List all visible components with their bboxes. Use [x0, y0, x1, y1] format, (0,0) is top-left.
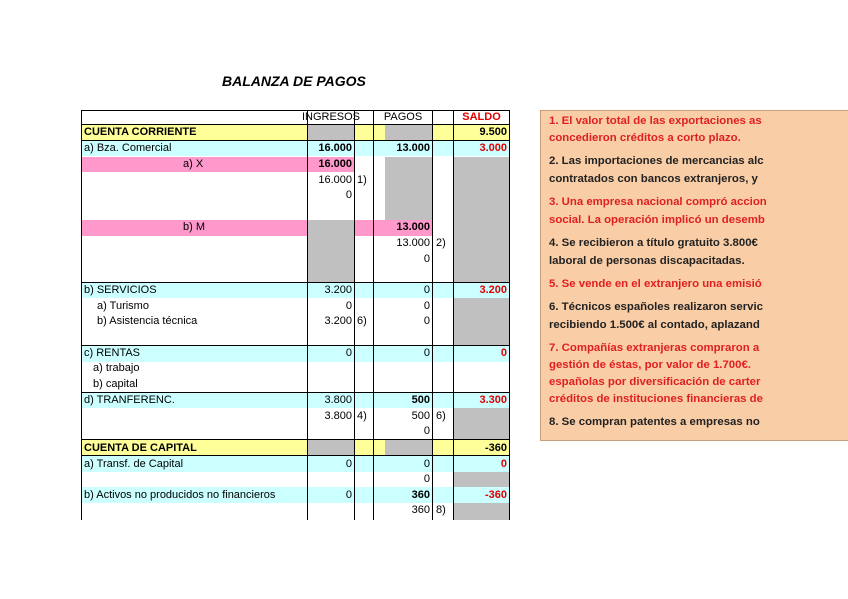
transf-detail-ingresos: 3.800 [324, 410, 352, 422]
cuenta-corriente-saldo: 9.500 [479, 126, 507, 138]
asistencia-note: 6) [357, 315, 367, 327]
header-saldo: SALDO [462, 111, 501, 123]
asistencia-label: b) Asistencia técnica [97, 315, 198, 327]
transf-detail-pagos-note: 6) [436, 410, 446, 422]
gray-block [453, 298, 510, 346]
capital-label: b) capital [93, 378, 138, 390]
turismo-ingresos: 0 [345, 300, 352, 312]
rentas-pagos: 0 [423, 347, 430, 359]
turismo-pagos: 0 [423, 300, 430, 312]
turismo-label: a) Turismo [97, 300, 149, 312]
gray-block [453, 408, 510, 440]
bza-comercial-ingresos: 16.000 [318, 142, 352, 154]
note-7-line-2: gestión de éstas, por valor de 1.700€. [549, 359, 751, 371]
transf-capital-pagos: 0 [423, 458, 430, 470]
rentas-ingresos: 0 [345, 347, 352, 359]
balance-table [81, 110, 510, 520]
note-4-line-2: laboral de personas discapacitadas. [549, 255, 745, 267]
rentas-saldo: 0 [500, 347, 507, 359]
m-entry-note: 2) [436, 237, 446, 249]
activos-entry-note: 8) [436, 504, 446, 516]
gray-block [453, 472, 510, 487]
servicios-saldo: 3.200 [479, 284, 507, 296]
gray-block [385, 157, 432, 220]
note-5-line-1: 5. Se vende en el extranjero una emisió [549, 278, 762, 290]
border-left [81, 110, 82, 520]
note-3-line-2: social. La operación implicó un desemb [549, 214, 765, 226]
transferencias-label: d) TRANFERENC. [84, 394, 175, 406]
bza-comercial-saldo: 3.000 [479, 142, 507, 154]
m-zero: 0 [423, 253, 430, 265]
header-pagos: PAGOS [383, 111, 423, 123]
activos-saldo: -360 [484, 489, 507, 501]
border-right [509, 110, 510, 520]
activos-ingresos: 0 [345, 489, 352, 501]
x-zero: 0 [345, 189, 352, 201]
asistencia-pagos: 0 [423, 315, 430, 327]
bza-comercial-pagos: 13.000 [396, 142, 430, 154]
note-1-line-2: concedieron créditos a corto plazo. [549, 132, 741, 144]
note-7-line-4: créditos de instituciones financieras de [549, 393, 763, 405]
transf-detail-ingresos-note: 4) [357, 410, 367, 422]
transf-capital-ingresos: 0 [345, 458, 352, 470]
page-title: BALANZA DE PAGOS [222, 73, 366, 89]
note-7-line-3: españolas por diversificación de carter [549, 376, 761, 388]
transferencias-saldo: 3.300 [479, 394, 507, 406]
activos-label: b) Activos no producidos no financieros [84, 489, 276, 501]
note-3-line-1: 3. Una empresa nacional compró accion [549, 196, 767, 208]
gray-block [385, 440, 432, 456]
col-line [432, 110, 433, 520]
notes-panel [540, 110, 848, 441]
x-label: a) X [183, 158, 204, 170]
activos-entry: 360 [411, 504, 430, 516]
row-rentas-band [81, 346, 510, 362]
m-value: 13.000 [396, 221, 430, 233]
gray-block [385, 124, 432, 140]
activos-pagos: 360 [411, 489, 430, 501]
note-2-line-1: 2. Las importaciones de mercancias alc [549, 155, 764, 167]
gray-block [307, 220, 354, 283]
m-entry: 13.000 [396, 237, 430, 249]
transf-capital-label: a) Transf. de Capital [84, 458, 184, 470]
transf-detail-pagos: 500 [411, 410, 430, 422]
note-4-line-1: 4. Se recibieron a título gratuito 3.800€ [549, 237, 758, 249]
transf-capital-zero: 0 [423, 473, 430, 485]
x-entry-note: 1) [357, 174, 367, 186]
header-ingresos: INGRESOS [301, 111, 361, 123]
m-label: b) M [183, 221, 205, 233]
cuenta-capital-saldo: -360 [484, 442, 507, 454]
note-1-line-1: 1. El valor total de las exportaciones as [549, 115, 762, 127]
transferencias-ingresos: 3.800 [324, 394, 352, 406]
col-line [354, 110, 355, 520]
divider [81, 439, 510, 440]
trabajo-label: a) trabajo [93, 362, 140, 374]
gray-block [307, 440, 354, 456]
note-2-line-2: contratados con bancos extranjeros, y [549, 173, 758, 185]
gray-block [453, 157, 510, 283]
divider [81, 345, 510, 346]
divider [81, 455, 510, 456]
note-6-line-2: recibiendo 1.500€ al contado, aplazand [549, 319, 760, 331]
transferencias-pagos: 500 [411, 394, 430, 406]
transf-detail-zero: 0 [423, 425, 430, 437]
x-value: 16.000 [318, 158, 352, 170]
gray-block [453, 503, 510, 520]
bza-comercial-label: a) Bza. Comercial [84, 142, 172, 154]
servicios-label: b) SERVICIOS [84, 284, 157, 296]
note-7-line-1: 7. Compañías extranjeras compraron a [549, 342, 760, 354]
asistencia-ingresos: 3.200 [324, 315, 352, 327]
x-entry: 16.000 [318, 174, 352, 186]
servicios-pagos: 0 [423, 284, 430, 296]
note-6-line-1: 6. Técnicos españoles realizaron servic [549, 301, 763, 313]
rentas-label: c) RENTAS [84, 347, 141, 359]
note-8-line-1: 8. Se compran patentes a empresas no [549, 416, 760, 428]
transf-capital-saldo: 0 [500, 458, 507, 470]
cuenta-capital-label: CUENTA DE CAPITAL [84, 442, 197, 454]
servicios-ingresos: 3.200 [324, 284, 352, 296]
gray-block [307, 124, 354, 140]
cuenta-corriente-label: CUENTA CORRIENTE [84, 126, 197, 138]
